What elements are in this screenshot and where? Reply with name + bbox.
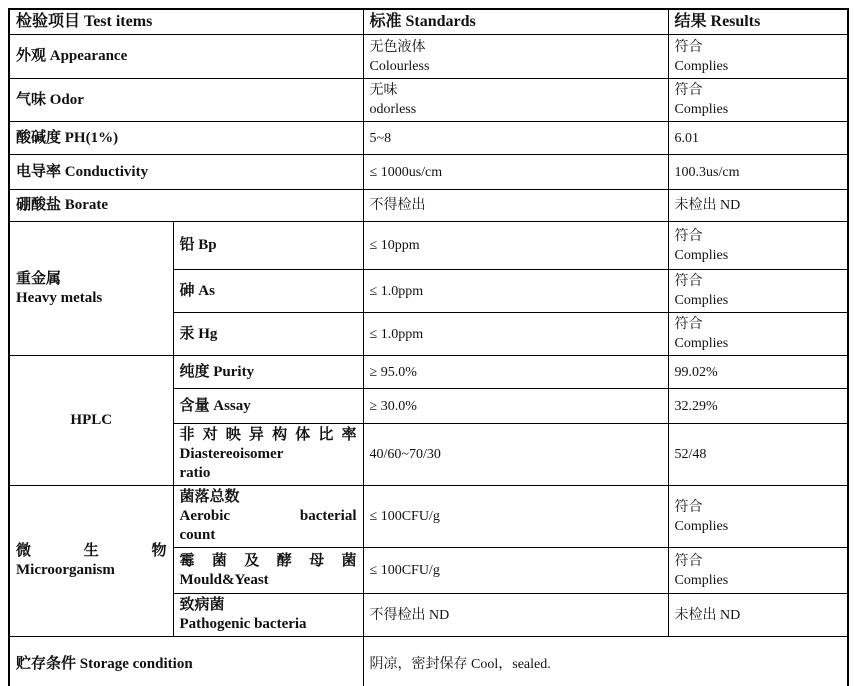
row-storage	[9, 637, 848, 686]
group-cell-microorganism	[9, 486, 173, 637]
result-line: Complies	[674, 247, 729, 263]
item-line-zh: 霉 菌 及 酵 母 菌	[179, 552, 357, 569]
cell-lead-standard: ≤ 10ppm	[363, 222, 668, 270]
row-odor	[9, 79, 848, 122]
group-cell-hplc	[9, 356, 173, 486]
item-line-en: ratio	[179, 465, 211, 481]
header-row	[9, 9, 848, 35]
cell-purity-item: 纯度 Purity	[173, 356, 363, 389]
row-ph	[9, 122, 848, 155]
item-line-en: Aerobic bacterial	[179, 508, 357, 524]
cell-diastereoisomer-standard: 40/60~70/30	[363, 424, 668, 486]
cell-aerobic-item	[173, 486, 363, 548]
cell-odor-item: 气味 Odor	[9, 79, 363, 122]
result-line: Complies	[674, 572, 729, 588]
cell-lead-item: 铅 Bp	[173, 222, 363, 270]
group-label-en: HPLC	[70, 412, 113, 428]
standard-line: 无色液体	[369, 39, 426, 55]
group-label-en: Microorganism	[16, 562, 115, 578]
cell-aerobic-standard: ≤ 100CFU/g	[363, 486, 668, 548]
cell-diastereoisomer-result: 52/48	[668, 424, 848, 486]
cell-purity-result: 99.02%	[668, 356, 848, 389]
result-line: 符合	[674, 317, 703, 332]
cell-aerobic-result	[668, 486, 848, 548]
standard-line: 无味	[369, 83, 398, 98]
cell-storage-value: 阴凉，密封保存 Cool，sealed.	[363, 637, 848, 686]
row-conductivity	[9, 155, 848, 190]
result-line: Complies	[674, 58, 729, 74]
result-line: Complies	[674, 518, 729, 534]
row-aerobic-count	[9, 486, 848, 548]
item-line-en: count	[179, 527, 216, 543]
group-label-zh: 重金属	[16, 270, 62, 287]
result-line: 符合	[674, 274, 703, 289]
item-line-en: Diastereoisomer	[179, 446, 284, 462]
row-lead	[9, 222, 848, 270]
cell-borate-standard: 不得检出	[363, 190, 668, 222]
item-line-en: Pathogenic bacteria	[179, 616, 307, 632]
result-line: 符合	[674, 228, 703, 244]
cell-mould-result	[668, 548, 848, 594]
result-line: Complies	[674, 336, 729, 351]
cell-assay-result: 32.29%	[668, 389, 848, 424]
cell-borate-result: 未检出 ND	[668, 190, 848, 222]
item-line-zh: 菌落总数	[179, 489, 240, 505]
cell-pathogenic-standard: 不得检出 ND	[363, 594, 668, 637]
cell-arsenic-standard: ≤ 1.0ppm	[363, 270, 668, 313]
header-results: 结果 Results	[668, 9, 848, 35]
cell-odor-result	[668, 79, 848, 122]
group-label-zh: 微 生 物	[16, 543, 167, 559]
cell-appearance-item: 外观 Appearance	[9, 35, 363, 79]
result-line: 符合	[674, 39, 703, 55]
row-purity	[9, 356, 848, 389]
cell-ph-result: 6.01	[668, 122, 848, 155]
cell-appearance-standard	[363, 35, 668, 79]
cell-purity-standard: ≥ 95.0%	[363, 356, 668, 389]
row-borate	[9, 190, 848, 222]
standard-line: odorless	[369, 102, 417, 117]
result-line: 符合	[674, 499, 703, 515]
row-appearance	[9, 35, 848, 79]
group-cell-heavy-metals	[9, 222, 173, 356]
cell-odor-standard	[363, 79, 668, 122]
standard-line: Colourless	[369, 58, 430, 74]
cell-conductivity-standard: ≤ 1000us/cm	[363, 155, 668, 190]
result-line: 符合	[674, 83, 703, 98]
cell-assay-item: 含量 Assay	[173, 389, 363, 424]
cell-arsenic-result	[668, 270, 848, 313]
cell-borate-item: 硼酸盐 Borate	[9, 190, 363, 222]
header-standards: 标准 Standards	[363, 9, 668, 35]
cell-lead-result	[668, 222, 848, 270]
cell-diastereoisomer-item	[173, 424, 363, 486]
cell-conductivity-item: 电导率 Conductivity	[9, 155, 363, 190]
group-label-en: Heavy metals	[16, 289, 103, 306]
cell-appearance-result	[668, 35, 848, 79]
test-report-table	[8, 8, 849, 686]
cell-assay-standard: ≥ 30.0%	[363, 389, 668, 424]
cell-ph-standard: 5~8	[363, 122, 668, 155]
cell-mercury-standard: ≤ 1.0ppm	[363, 313, 668, 356]
cell-mould-item	[173, 548, 363, 594]
cell-arsenic-item: 砷 As	[173, 270, 363, 313]
item-line-zh: 致病菌	[179, 597, 225, 613]
item-line-zh: 非对映异构体比率	[179, 427, 357, 443]
cell-pathogenic-item	[173, 594, 363, 637]
result-line: Complies	[674, 293, 729, 308]
cell-storage-item: 贮存条件 Storage condition	[9, 637, 363, 686]
cell-pathogenic-result: 未检出 ND	[668, 594, 848, 637]
cell-mercury-item: 汞 Hg	[173, 313, 363, 356]
header-test-items: 检验项目 Test items	[9, 9, 363, 35]
cell-mould-standard: ≤ 100CFU/g	[363, 548, 668, 594]
result-line: Complies	[674, 102, 729, 117]
cell-mercury-result	[668, 313, 848, 356]
cell-conductivity-result: 100.3us/cm	[668, 155, 848, 190]
item-line-en: Mould&Yeast	[179, 571, 269, 588]
result-line: 符合	[674, 553, 703, 569]
cell-ph-item: 酸碱度 PH(1%)	[9, 122, 363, 155]
